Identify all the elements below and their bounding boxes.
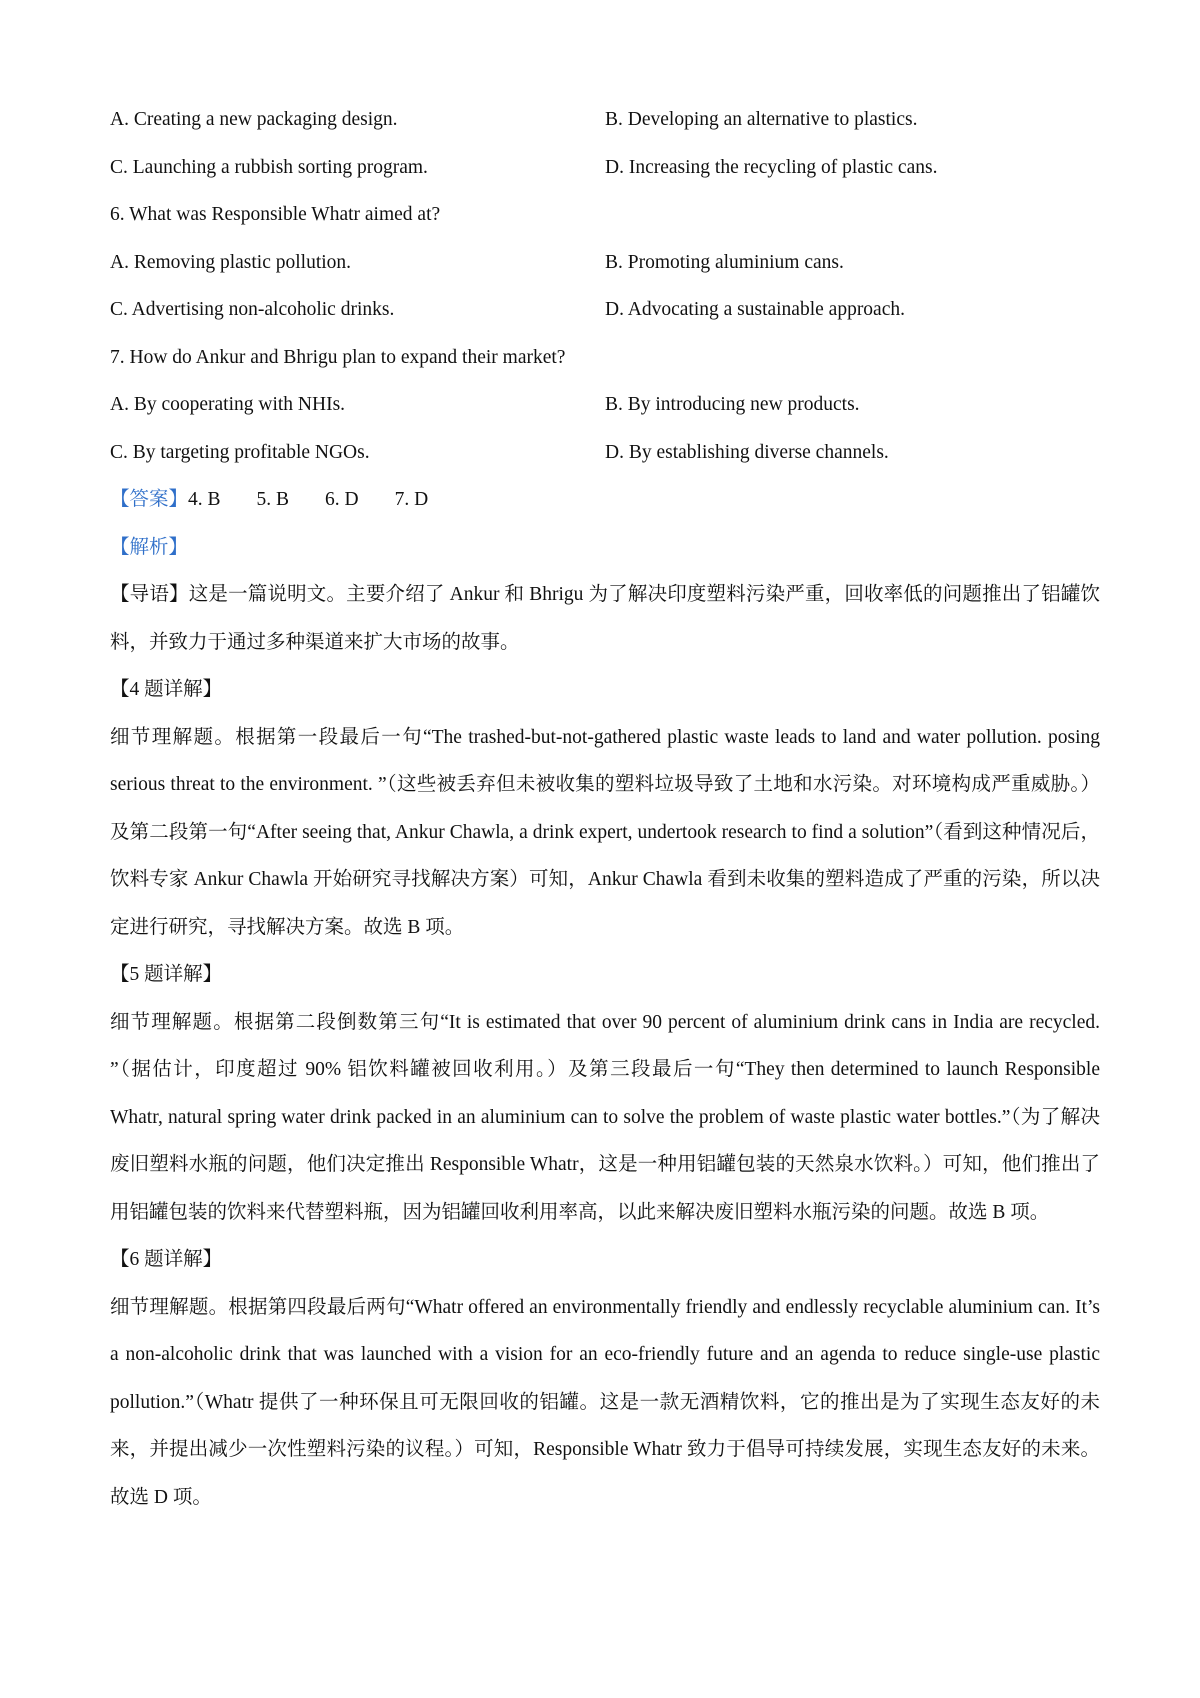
question-7-stem: 7. How do Ankur and Bhrigu plan to expand their market? (110, 346, 566, 368)
q7-option-d: D. By establishing diverse channels. (605, 441, 889, 463)
answer-label: 【答案】 (110, 489, 189, 510)
q6-option-b: B. Promoting aluminium cans. (605, 251, 844, 273)
q6-option-d: D. Advocating a sustainable approach. (605, 299, 905, 320)
q7-option-c: C. By targeting profitable NGOs. (110, 441, 370, 463)
question-5-options-row-1 (110, 96, 1100, 144)
detail-6-heading: 【6 题详解】 (110, 1249, 223, 1270)
q7-option-b: B. By introducing new products. (605, 394, 860, 415)
question-6-options-row-1 (110, 239, 1100, 287)
detail-4-text: 细节理解题。根据第一段最后一句“The trashed-but-not-gathered plastic waste leads to land and water pollution. posing serious threat to the environment. ”（这些被丢弃但未被收集的塑料垃圾导致了土地和水污染。对环境构成严重威胁。）及第二段第一句“After seeing that, Ankur Chawla, a drink expert, undertook research to find a solution”（看到这种情况后，饮料专家 Ankur Chawla 开始研究寻找解决方案）可知，Ankur Chawla 看到未收集的塑料造成了严重的污染，所以决定进行研究，寻找解决方案。故选 B 项。 (110, 726, 1100, 938)
detail-5-heading: 【5 题详解】 (110, 964, 223, 985)
document-page (110, 96, 1100, 1521)
detail-5-text: 细节理解题。根据第二段倒数第三句“It is estimated that over 90 percent of aluminium drink cans in India are recycled. ”（据估计，印度超过 90% 铝饮料罐被回收利用。）及第三段最后一句“They then determined to launch Responsible Whatr, natural spring water drink packed in an aluminium can to solve the problem of waste plastic water bottles.”（为了解决废旧塑料水瓶的问题，他们决定推出 Responsible Whatr，这是一种用铝罐包装的天然泉水饮料。）可知，他们推出了用铝罐包装的饮料来代替塑料瓶，因为铝罐回收利用率高，以此来解决废旧塑料水瓶污染的问题。故选 B 项。 (110, 1011, 1100, 1223)
question-6-stem: 6. What was Responsible Whatr aimed at? (110, 204, 441, 225)
q5-option-b: B. Developing an alternative to plastics. (605, 109, 918, 130)
question-7-options-row-2 (110, 429, 1100, 477)
q6-option-a: A. Removing plastic pollution. (110, 251, 352, 273)
answer-item-5: 5. B (256, 489, 290, 510)
detail-6-text: 细节理解题。根据第四段最后两句“Whatr offered an environmentally friendly and endlessly recyclable aluminium can. It’s a non-alcoholic drink that was launched with a vision for an eco-friendly future and an agenda to reduce single-use plastic pollution.”（Whatr 提供了一种环保且可无限回收的铝罐。这是一款无酒精饮料，它的推出是为了实现生态友好的未来，并提出减少一次性塑料污染的议程。）可知，Responsible Whatr 致力于倡导可持续发展，实现生态友好的未来。故选 D 项。 (110, 1296, 1100, 1508)
q7-option-a: A. By cooperating with NHIs. (110, 394, 346, 415)
question-7-options-row-1 (110, 381, 1100, 429)
question-5-options-row-2 (110, 144, 1100, 192)
guide-paragraph: 【导语】这是一篇说明文。主要介绍了 Ankur 和 Bhrigu 为了解决印度塑料污染严重，回收率低的问题推出了铝罐饮料，并致力于通过多种渠道来扩大市场的故事。 (110, 584, 1100, 653)
answer-line (110, 476, 1100, 524)
q6-option-c: C. Advertising non-alcoholic drinks. (110, 299, 395, 320)
analysis-label: 【解析】 (110, 536, 189, 558)
answer-item-6: 6. D (325, 489, 359, 510)
q5-option-a: A. Creating a new packaging design. (110, 109, 398, 130)
answer-item-7: 7. D (394, 489, 429, 510)
q5-option-d: D. Increasing the recycling of plastic cans. (605, 156, 938, 178)
question-6-options-row-2 (110, 286, 1100, 334)
answer-item-4: 4. B (188, 489, 221, 510)
detail-4-heading: 【4 题详解】 (110, 679, 223, 700)
q5-option-c: C. Launching a rubbish sorting program. (110, 156, 428, 178)
